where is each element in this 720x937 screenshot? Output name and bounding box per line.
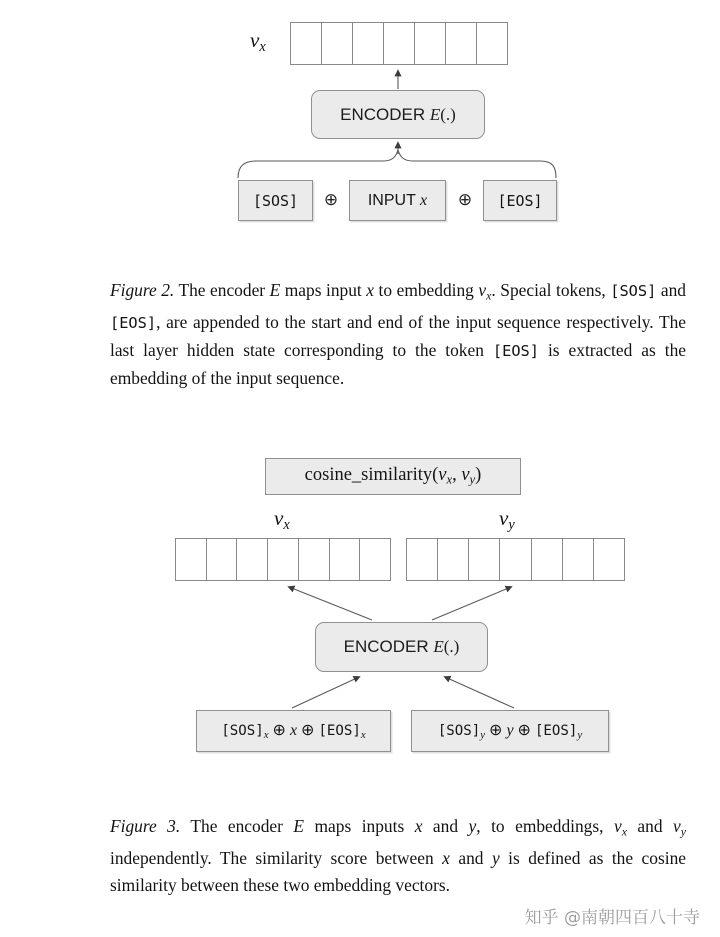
vector-cell (414, 22, 446, 65)
vector-cell (267, 538, 299, 581)
fig2-eos-token-box (483, 180, 557, 221)
fig3-embedding-vector-y (406, 538, 625, 581)
vector-cell (445, 22, 477, 65)
fig3-vx-label: vx (274, 506, 290, 533)
arrow-inputy-to-encoder-icon (445, 677, 514, 708)
arrow-encoder-to-vx-icon (289, 587, 372, 620)
vector-cell (383, 22, 415, 65)
figure2-caption: Figure 2. The encoder E maps input x to embedding vx. Special tokens, [SOS] and [EOS], are appended to the start and end of the input sequence respectively. The last layer hidden state corresponding to the token [EOS] is extracted as the embedding of the input sequence. (110, 280, 686, 388)
vector-cell (359, 538, 391, 581)
fig3-embedding-vector-x (175, 538, 391, 581)
vector-cell (321, 22, 353, 65)
vector-cell (476, 22, 508, 65)
fig3-input-y-box (411, 710, 609, 752)
eos-token-label: [EOS] (497, 191, 543, 210)
vector-cell (298, 538, 330, 581)
fig2-vector-label: vx (250, 28, 266, 55)
fig2-input-token-box (349, 180, 446, 221)
vector-cell (499, 538, 531, 581)
vector-cell (175, 538, 207, 581)
fig2-encoder-label: ENCODER E(.) (340, 104, 456, 124)
figure3-caption: Figure 3. The encoder E maps inputs x and y, to embeddings, vx and vy independently. The similarity score between x and y is defined as the cosine similarity between these two embedding vectors. (110, 816, 687, 895)
vector-cell (437, 538, 469, 581)
fig3-encoder-box (315, 622, 488, 672)
fig3-cosine-similarity-box (265, 458, 521, 495)
vector-cell (468, 538, 500, 581)
input-x-label: [SOS]x ⊕ x ⊕ [EOS]x (221, 722, 366, 742)
fig2-embedding-vector (290, 22, 508, 65)
vector-cell (352, 22, 384, 65)
fig3-vy-label: vy (499, 506, 515, 533)
vector-cell (406, 538, 438, 581)
vector-cell (562, 538, 594, 581)
input-y-label: [SOS]y ⊕ y ⊕ [EOS]y (437, 722, 583, 742)
fig2-sos-token-box (238, 180, 313, 221)
input-token-label: INPUT x (367, 191, 428, 209)
arrow-inputx-to-encoder-icon (292, 677, 359, 708)
sos-token-label: [SOS] (252, 191, 298, 210)
vector-cell (236, 538, 268, 581)
vector-cell (531, 538, 563, 581)
arrow-encoder-to-vy-icon (432, 587, 511, 620)
vector-cell (290, 22, 322, 65)
fig3-encoder-label: ENCODER E(.) (343, 637, 460, 656)
fig3-input-x-box (196, 710, 391, 752)
vector-cell (206, 538, 238, 581)
cosine-similarity-label: cosine_similarity(vx, vy) (304, 465, 482, 487)
overbrace-icon (238, 150, 556, 178)
vector-cell (593, 538, 625, 581)
oplus-symbol: ⊕ (323, 190, 339, 210)
fig2-encoder-box (311, 90, 485, 139)
vector-cell (329, 538, 361, 581)
oplus-symbol: ⊕ (457, 190, 473, 210)
watermark: 知乎 @南朝四百八十寺 (524, 908, 700, 928)
